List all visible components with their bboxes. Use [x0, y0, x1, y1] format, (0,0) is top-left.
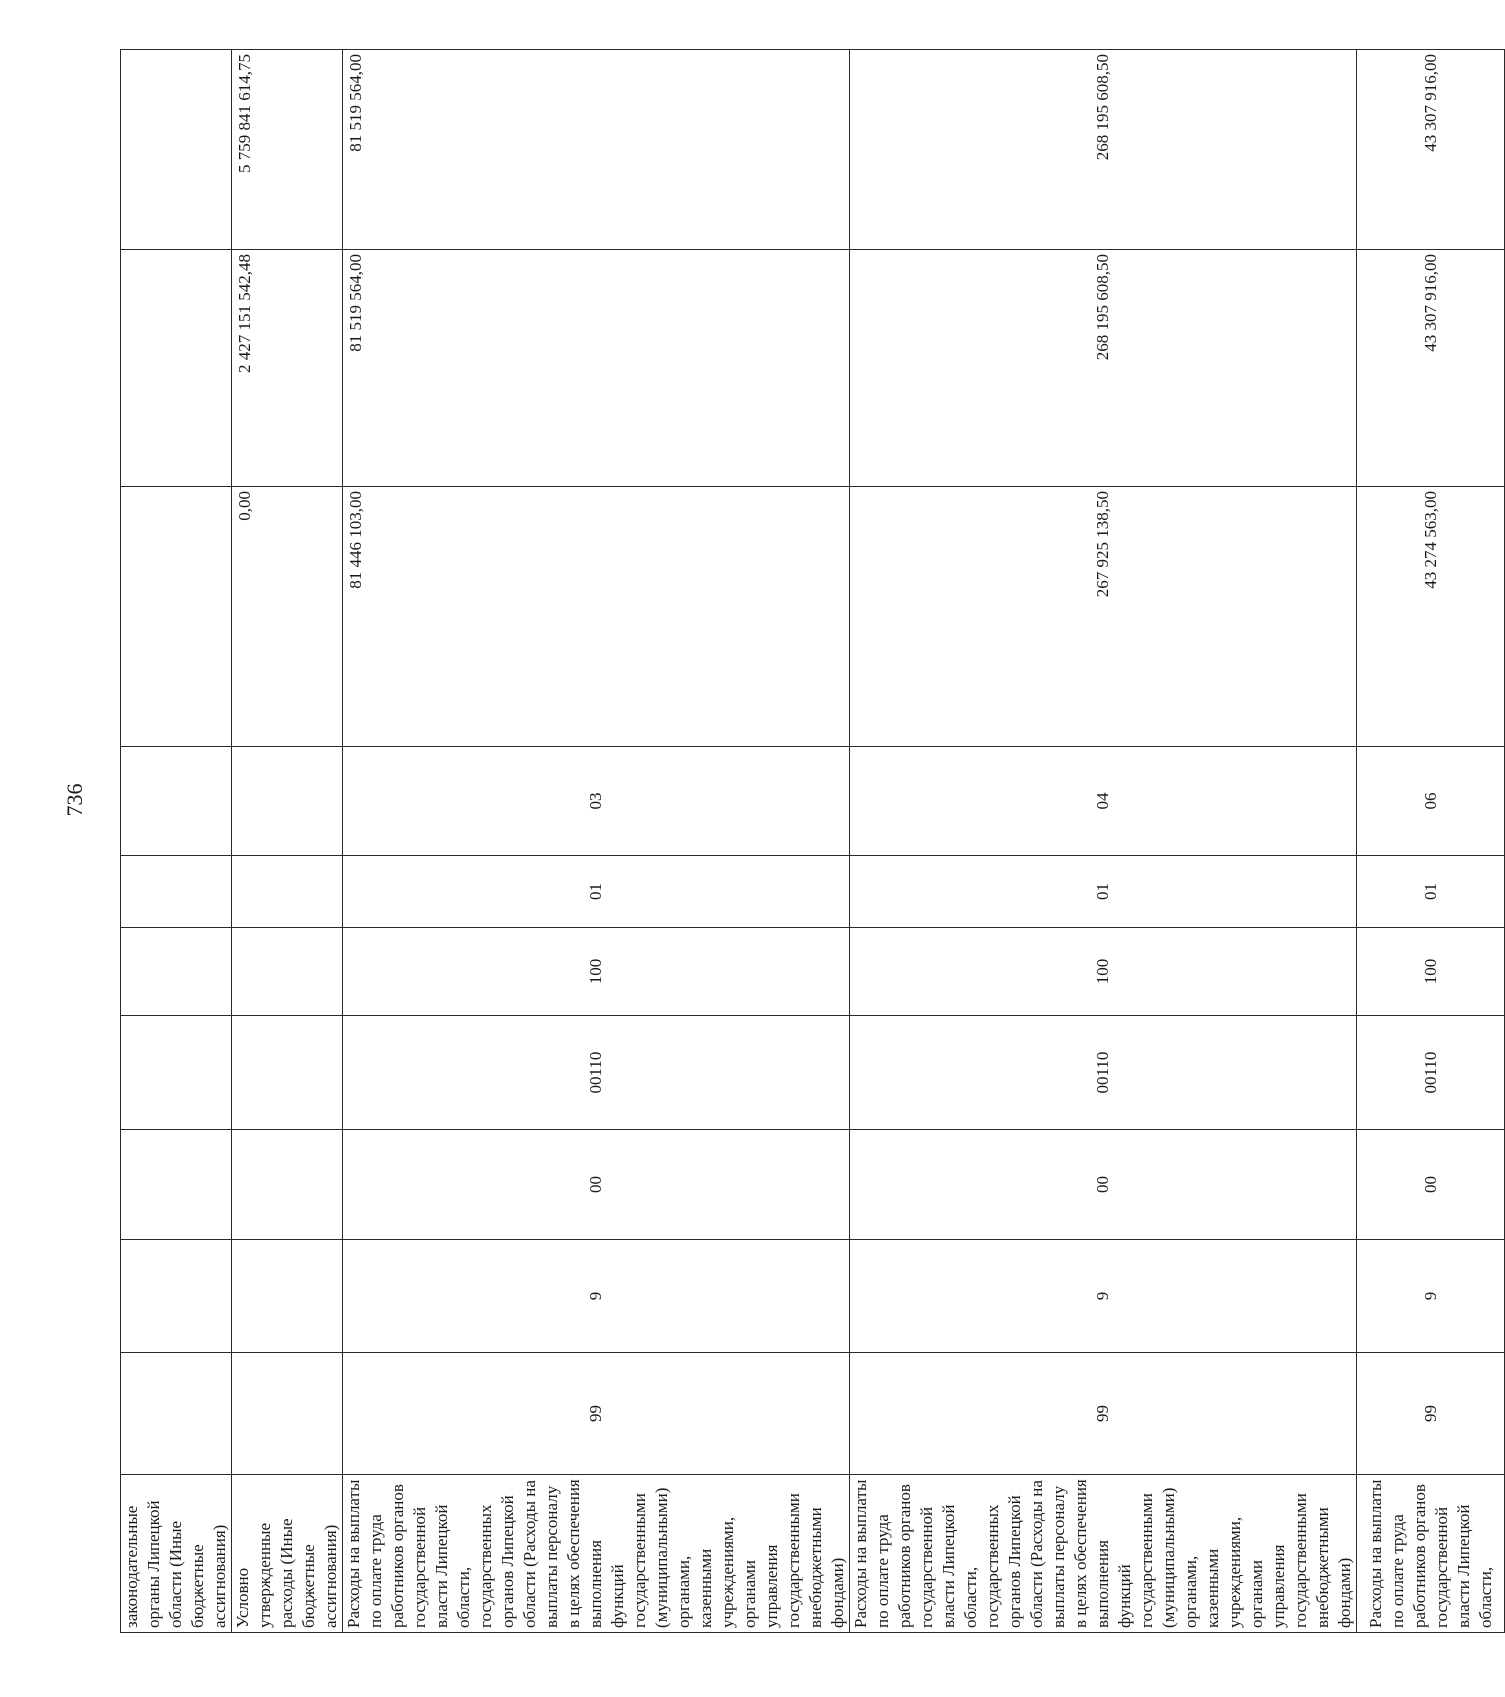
amount-2 [121, 250, 232, 487]
row-description: Расходы на выплаты по оплате труда работников органов государственной власти Липецкой области, [1357, 1475, 1505, 1633]
table-row [232, 50, 343, 1633]
row-description: Условно утвержденные расходы (Иные бюджетные ассигнования) [232, 1475, 343, 1633]
target-code: 00110 [850, 1016, 1357, 1130]
amount-3: 81 519 564,00 [343, 50, 850, 250]
section-code [121, 856, 232, 928]
expense-type-code: 100 [850, 928, 1357, 1016]
amount-3: 5 759 841 614,75 [232, 50, 343, 250]
target-code [232, 1016, 343, 1130]
amount-1: 43 274 563,00 [1357, 487, 1505, 747]
direction-code: 9 [850, 1240, 1357, 1353]
amount-2: 2 427 151 542,48 [232, 250, 343, 487]
program-code [232, 1353, 343, 1475]
row-description: Расходы на выплаты по оплате труда работников органов государственной власти Липецкой области, государственных органов Липецкой области (Расходы на выплаты персоналу в целях обеспечения выполнения функций государственными (муниципальными) органами, казенными учреждениями, органами управления государственными внебюджетными фондами) [343, 1475, 850, 1633]
expense-type-code: 100 [343, 928, 850, 1016]
amount-3 [121, 50, 232, 250]
subsection-code [121, 747, 232, 856]
program-code [121, 1353, 232, 1475]
subprogram-code: 00 [343, 1130, 850, 1240]
direction-code: 9 [1357, 1240, 1505, 1353]
subsection-code: 04 [850, 747, 1357, 856]
amount-1: 0,00 [232, 487, 343, 747]
subprogram-code [121, 1130, 232, 1240]
target-code [121, 1016, 232, 1130]
amount-1: 81 446 103,00 [343, 487, 850, 747]
direction-code [121, 1240, 232, 1353]
amount-2: 43 307 916,00 [1357, 250, 1505, 487]
table-row [1357, 50, 1505, 1633]
subsection-code [232, 747, 343, 856]
subprogram-code: 00 [1357, 1130, 1505, 1240]
budget-table [120, 49, 1505, 1633]
section-code: 01 [343, 856, 850, 928]
row-description: Расходы на выплаты по оплате труда работников органов государственной власти Липецкой области, государственных органов Липецкой области (Расходы на выплаты персоналу в целях обеспечения выполнения функций государственными (муниципальными) органами, казенными учреждениями, органами управления государственными внебюджетными фондами) [850, 1475, 1357, 1633]
table-row [121, 50, 232, 1633]
amount-1: 267 925 138,50 [850, 487, 1357, 747]
subprogram-code: 00 [850, 1130, 1357, 1240]
page-number: 736 [62, 783, 87, 817]
amount-3: 43 307 916,00 [1357, 50, 1505, 250]
table-row [343, 50, 850, 1633]
direction-code: 9 [343, 1240, 850, 1353]
expense-type-code [121, 928, 232, 1016]
expense-type-code: 100 [1357, 928, 1505, 1016]
subsection-code: 06 [1357, 747, 1505, 856]
direction-code [232, 1240, 343, 1353]
section-code: 01 [1357, 856, 1505, 928]
target-code: 00110 [343, 1016, 850, 1130]
expense-type-code [232, 928, 343, 1016]
program-code: 99 [343, 1353, 850, 1475]
row-description: законодательные органы Липецкой области (Иные бюджетные ассигнования) [121, 1475, 232, 1633]
section-code: 01 [850, 856, 1357, 928]
section-code [232, 856, 343, 928]
budget-table-sheet [120, 50, 1495, 1633]
amount-2: 81 519 564,00 [343, 250, 850, 487]
target-code: 00110 [1357, 1016, 1505, 1130]
table-row [850, 50, 1357, 1633]
amount-1 [121, 487, 232, 747]
subsection-code: 03 [343, 747, 850, 856]
program-code: 99 [1357, 1353, 1505, 1475]
amount-3: 268 195 608,50 [850, 50, 1357, 250]
amount-2: 268 195 608,50 [850, 250, 1357, 487]
subprogram-code [232, 1130, 343, 1240]
program-code: 99 [850, 1353, 1357, 1475]
